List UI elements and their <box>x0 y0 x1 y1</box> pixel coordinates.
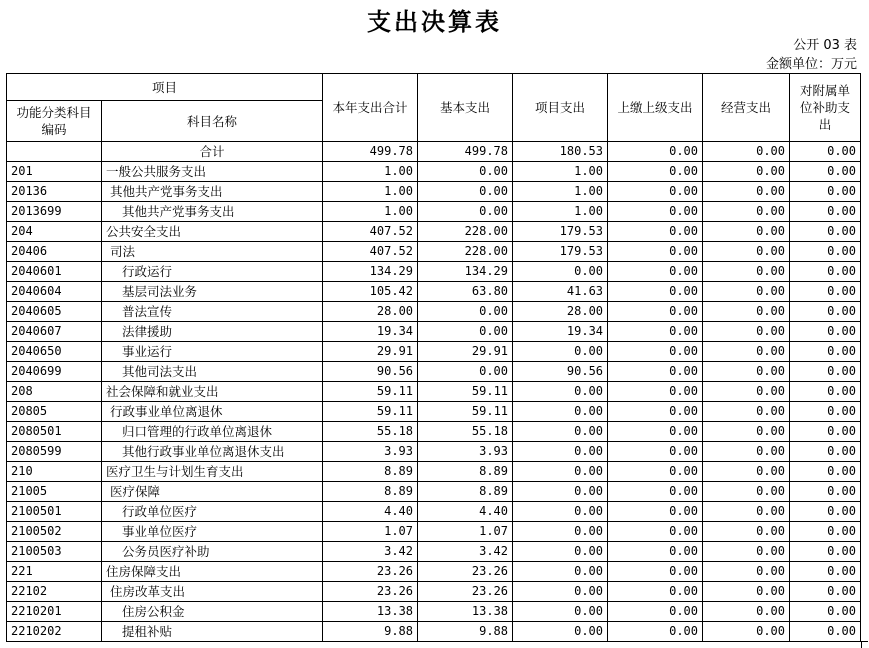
cell-subsidy: 0.00 <box>790 202 861 222</box>
cell-business: 0.00 <box>703 202 790 222</box>
cell-project: 0.00 <box>513 422 608 442</box>
cell-name: 法律援助 <box>102 322 323 342</box>
cell-project: 90.56 <box>513 362 608 382</box>
cell-business: 0.00 <box>703 502 790 522</box>
cell-subsidy: 0.00 <box>790 342 861 362</box>
cell-subsidy: 0.00 <box>790 462 861 482</box>
table-row <box>7 442 861 462</box>
cell-name: 公共安全支出 <box>102 222 323 242</box>
cell-basic: 9.88 <box>418 622 513 642</box>
cell-remit: 0.00 <box>608 202 703 222</box>
cell-total: 29.91 <box>323 342 418 362</box>
table-row <box>7 162 861 182</box>
cell-code: 20136 <box>7 182 102 202</box>
cell-basic: 13.38 <box>418 602 513 622</box>
cell-business: 0.00 <box>703 542 790 562</box>
cell-basic: 0.00 <box>418 322 513 342</box>
cell-code: 2040601 <box>7 262 102 282</box>
cell-business: 0.00 <box>703 222 790 242</box>
cell-subsidy: 0.00 <box>790 442 861 462</box>
cell-total: 1.07 <box>323 522 418 542</box>
cell-total: 1.00 <box>323 182 418 202</box>
cell-name: 公务员医疗补助 <box>102 542 323 562</box>
cell-project: 0.00 <box>513 522 608 542</box>
cell-remit: 0.00 <box>608 182 703 202</box>
cell-remit: 0.00 <box>608 482 703 502</box>
cell-code: 2040650 <box>7 342 102 362</box>
cell-total: 19.34 <box>323 322 418 342</box>
cell-subsidy: 0.00 <box>790 382 861 402</box>
cell-project: 179.53 <box>513 222 608 242</box>
cell-remit: 0.00 <box>608 262 703 282</box>
cell-business: 0.00 <box>703 462 790 482</box>
cell-basic: 63.80 <box>418 282 513 302</box>
cell-basic: 23.26 <box>418 562 513 582</box>
cell-project: 0.00 <box>513 622 608 642</box>
cell-subsidy: 0.00 <box>790 562 861 582</box>
table-row <box>7 182 861 202</box>
cell-remit: 0.00 <box>608 462 703 482</box>
cell-business: 0.00 <box>703 522 790 542</box>
cell-code: 2040607 <box>7 322 102 342</box>
cell-project: 0.00 <box>513 402 608 422</box>
cell-project: 1.00 <box>513 162 608 182</box>
cell-total: 3.93 <box>323 442 418 462</box>
cell-name: 其他共产党事务支出 <box>102 202 323 222</box>
cell-remit: 0.00 <box>608 302 703 322</box>
cell-code: 204 <box>7 222 102 242</box>
cell-remit: 0.00 <box>608 402 703 422</box>
cell-code: 2080501 <box>7 422 102 442</box>
cell-total: 499.78 <box>323 142 418 162</box>
header-project: 项目支出 <box>513 74 608 142</box>
cell-subsidy: 0.00 <box>790 222 861 242</box>
cell-subsidy: 0.00 <box>790 282 861 302</box>
cell-basic: 134.29 <box>418 262 513 282</box>
cell-name: 医疗保障 <box>102 482 323 502</box>
cell-basic: 29.91 <box>418 342 513 362</box>
cell-total: 55.18 <box>323 422 418 442</box>
table-row <box>7 142 861 162</box>
cell-code: 2100502 <box>7 522 102 542</box>
cell-code: 21005 <box>7 482 102 502</box>
cell-code: 20805 <box>7 402 102 422</box>
table-row <box>7 322 861 342</box>
cell-project: 0.00 <box>513 342 608 362</box>
cell-total: 134.29 <box>323 262 418 282</box>
cell-subsidy: 0.00 <box>790 402 861 422</box>
cell-basic: 0.00 <box>418 202 513 222</box>
cell-total: 9.88 <box>323 622 418 642</box>
header-basic: 基本支出 <box>418 74 513 142</box>
cell-code <box>7 142 102 162</box>
cell-name: 住房保障支出 <box>102 562 323 582</box>
cell-name: 提租补贴 <box>102 622 323 642</box>
table-row <box>7 202 861 222</box>
cell-business: 0.00 <box>703 382 790 402</box>
cell-code: 2040604 <box>7 282 102 302</box>
cell-business: 0.00 <box>703 262 790 282</box>
cell-project: 41.63 <box>513 282 608 302</box>
cell-remit: 0.00 <box>608 502 703 522</box>
cell-project: 180.53 <box>513 142 608 162</box>
cell-total: 28.00 <box>323 302 418 322</box>
cell-subsidy: 0.00 <box>790 162 861 182</box>
cell-business: 0.00 <box>703 182 790 202</box>
table-row <box>7 482 861 502</box>
cell-total: 59.11 <box>323 402 418 422</box>
cell-basic: 55.18 <box>418 422 513 442</box>
table-row <box>7 362 861 382</box>
cell-total: 8.89 <box>323 462 418 482</box>
header-total: 本年支出合计 <box>323 74 418 142</box>
cell-basic: 8.89 <box>418 482 513 502</box>
cell-remit: 0.00 <box>608 382 703 402</box>
cell-total: 407.52 <box>323 242 418 262</box>
cell-code: 2040605 <box>7 302 102 322</box>
cell-name: 医疗卫生与计划生育支出 <box>102 462 323 482</box>
cell-code: 208 <box>7 382 102 402</box>
cell-business: 0.00 <box>703 442 790 462</box>
cell-remit: 0.00 <box>608 322 703 342</box>
cell-name: 行政事业单位离退休 <box>102 402 323 422</box>
cell-code: 20406 <box>7 242 102 262</box>
table-row <box>7 422 861 442</box>
cell-project: 0.00 <box>513 382 608 402</box>
cell-basic: 228.00 <box>418 222 513 242</box>
cell-remit: 0.00 <box>608 282 703 302</box>
cell-code: 201 <box>7 162 102 182</box>
cell-project: 1.00 <box>513 202 608 222</box>
cell-remit: 0.00 <box>608 542 703 562</box>
cell-remit: 0.00 <box>608 362 703 382</box>
table-header <box>7 74 861 142</box>
cell-project: 0.00 <box>513 582 608 602</box>
cell-name: 事业单位医疗 <box>102 522 323 542</box>
cell-total: 3.42 <box>323 542 418 562</box>
cell-business: 0.00 <box>703 402 790 422</box>
cell-remit: 0.00 <box>608 142 703 162</box>
table-body <box>7 142 861 642</box>
cell-subsidy: 0.00 <box>790 502 861 522</box>
cell-basic: 23.26 <box>418 582 513 602</box>
cell-code: 2080599 <box>7 442 102 462</box>
cell-name: 基层司法业务 <box>102 282 323 302</box>
cell-project: 0.00 <box>513 462 608 482</box>
cell-name: 事业运行 <box>102 342 323 362</box>
amount-unit: 金额单位：万元 <box>765 57 857 72</box>
cell-project: 0.00 <box>513 562 608 582</box>
cell-name: 其他共产党事务支出 <box>102 182 323 202</box>
cell-name: 住房改革支出 <box>102 582 323 602</box>
cell-basic: 499.78 <box>418 142 513 162</box>
cell-basic: 0.00 <box>418 182 513 202</box>
cell-total: 105.42 <box>323 282 418 302</box>
cell-remit: 0.00 <box>608 342 703 362</box>
cell-total: 90.56 <box>323 362 418 382</box>
cell-subsidy: 0.00 <box>790 422 861 442</box>
cell-total: 59.11 <box>323 382 418 402</box>
cell-basic: 59.11 <box>418 382 513 402</box>
cell-business: 0.00 <box>703 282 790 302</box>
cell-total: 23.26 <box>323 562 418 582</box>
cell-business: 0.00 <box>703 422 790 442</box>
cell-remit: 0.00 <box>608 222 703 242</box>
cell-code: 2013699 <box>7 202 102 222</box>
cell-remit: 0.00 <box>608 602 703 622</box>
cell-code: 2100503 <box>7 542 102 562</box>
table-row <box>7 222 861 242</box>
header-business: 经营支出 <box>703 74 790 142</box>
cell-basic: 0.00 <box>418 302 513 322</box>
cell-subsidy: 0.00 <box>790 582 861 602</box>
cell-subsidy: 0.00 <box>790 142 861 162</box>
cell-business: 0.00 <box>703 582 790 602</box>
cell-project: 1.00 <box>513 182 608 202</box>
cell-subsidy: 0.00 <box>790 262 861 282</box>
cell-remit: 0.00 <box>608 522 703 542</box>
cell-business: 0.00 <box>703 562 790 582</box>
expenditure-table <box>6 73 861 642</box>
form-code: 公开 03 表 <box>793 38 857 53</box>
table-row <box>7 622 861 642</box>
table-row <box>7 542 861 562</box>
cell-project: 179.53 <box>513 242 608 262</box>
cell-name: 社会保障和就业支出 <box>102 382 323 402</box>
cell-basic: 0.00 <box>418 362 513 382</box>
cell-remit: 0.00 <box>608 422 703 442</box>
cell-project: 0.00 <box>513 602 608 622</box>
cell-subsidy: 0.00 <box>790 542 861 562</box>
cell-total: 4.40 <box>323 502 418 522</box>
cell-business: 0.00 <box>703 242 790 262</box>
cell-remit: 0.00 <box>608 622 703 642</box>
cell-basic: 3.42 <box>418 542 513 562</box>
cell-basic: 1.07 <box>418 522 513 542</box>
cell-code: 221 <box>7 562 102 582</box>
cell-name: 行政运行 <box>102 262 323 282</box>
cell-name: 住房公积金 <box>102 602 323 622</box>
cell-name: 其他行政事业单位离退休支出 <box>102 442 323 462</box>
cell-basic: 0.00 <box>418 162 513 182</box>
header-item: 项目 <box>7 74 323 101</box>
cell-business: 0.00 <box>703 342 790 362</box>
header-remit: 上缴上级支出 <box>608 74 703 142</box>
page-title: 支出决算表 <box>367 7 502 36</box>
cell-subsidy: 0.00 <box>790 362 861 382</box>
cell-business: 0.00 <box>703 142 790 162</box>
cell-total: 407.52 <box>323 222 418 242</box>
cell-business: 0.00 <box>703 162 790 182</box>
cell-subsidy: 0.00 <box>790 242 861 262</box>
cell-name: 归口管理的行政单位离退休 <box>102 422 323 442</box>
cell-code: 2210202 <box>7 622 102 642</box>
cell-project: 19.34 <box>513 322 608 342</box>
cell-basic: 59.11 <box>418 402 513 422</box>
cell-basic: 8.89 <box>418 462 513 482</box>
cell-total: 8.89 <box>323 482 418 502</box>
table-row <box>7 282 861 302</box>
cell-remit: 0.00 <box>608 162 703 182</box>
cell-subsidy: 0.00 <box>790 302 861 322</box>
header-subsidy: 对附属单位补助支出 <box>790 74 861 142</box>
cell-business: 0.00 <box>703 602 790 622</box>
cell-name: 司法 <box>102 242 323 262</box>
header-code: 功能分类科目编码 <box>7 101 102 142</box>
cell-total: 1.00 <box>323 162 418 182</box>
cell-subsidy: 0.00 <box>790 602 861 622</box>
table-row <box>7 582 861 602</box>
cell-subsidy: 0.00 <box>790 622 861 642</box>
cell-basic: 3.93 <box>418 442 513 462</box>
table-row <box>7 382 861 402</box>
header-name: 科目名称 <box>102 101 323 142</box>
table-row <box>7 262 861 282</box>
cell-basic: 228.00 <box>418 242 513 262</box>
cell-remit: 0.00 <box>608 562 703 582</box>
cell-subsidy: 0.00 <box>790 182 861 202</box>
cell-remit: 0.00 <box>608 442 703 462</box>
cell-subsidy: 0.00 <box>790 522 861 542</box>
cell-total: 1.00 <box>323 202 418 222</box>
cell-remit: 0.00 <box>608 582 703 602</box>
cell-name: 其他司法支出 <box>102 362 323 382</box>
cell-name: 普法宣传 <box>102 302 323 322</box>
table-row <box>7 242 861 262</box>
table-row <box>7 342 861 362</box>
cell-subsidy: 0.00 <box>790 322 861 342</box>
cell-total: 23.26 <box>323 582 418 602</box>
cell-code: 2040699 <box>7 362 102 382</box>
cell-project: 0.00 <box>513 262 608 282</box>
cell-project: 28.00 <box>513 302 608 322</box>
table-row <box>7 502 861 522</box>
cell-basic: 4.40 <box>418 502 513 522</box>
cell-remit: 0.00 <box>608 242 703 262</box>
cell-business: 0.00 <box>703 302 790 322</box>
table-row <box>7 462 861 482</box>
table-row <box>7 402 861 422</box>
cell-name: 合计 <box>102 142 323 162</box>
cell-project: 0.00 <box>513 542 608 562</box>
cell-subsidy: 0.00 <box>790 482 861 502</box>
cell-code: 2100501 <box>7 502 102 522</box>
table-row <box>7 562 861 582</box>
table-row <box>7 602 861 622</box>
cell-project: 0.00 <box>513 502 608 522</box>
cell-business: 0.00 <box>703 362 790 382</box>
cell-total: 13.38 <box>323 602 418 622</box>
cell-name: 一般公共服务支出 <box>102 162 323 182</box>
cell-code: 22102 <box>7 582 102 602</box>
cell-business: 0.00 <box>703 482 790 502</box>
cell-project: 0.00 <box>513 442 608 462</box>
table-row <box>7 302 861 322</box>
cell-business: 0.00 <box>703 622 790 642</box>
table-row <box>7 522 861 542</box>
cell-project: 0.00 <box>513 482 608 502</box>
cell-code: 2210201 <box>7 602 102 622</box>
cell-code: 210 <box>7 462 102 482</box>
cell-business: 0.00 <box>703 322 790 342</box>
cell-name: 行政单位医疗 <box>102 502 323 522</box>
